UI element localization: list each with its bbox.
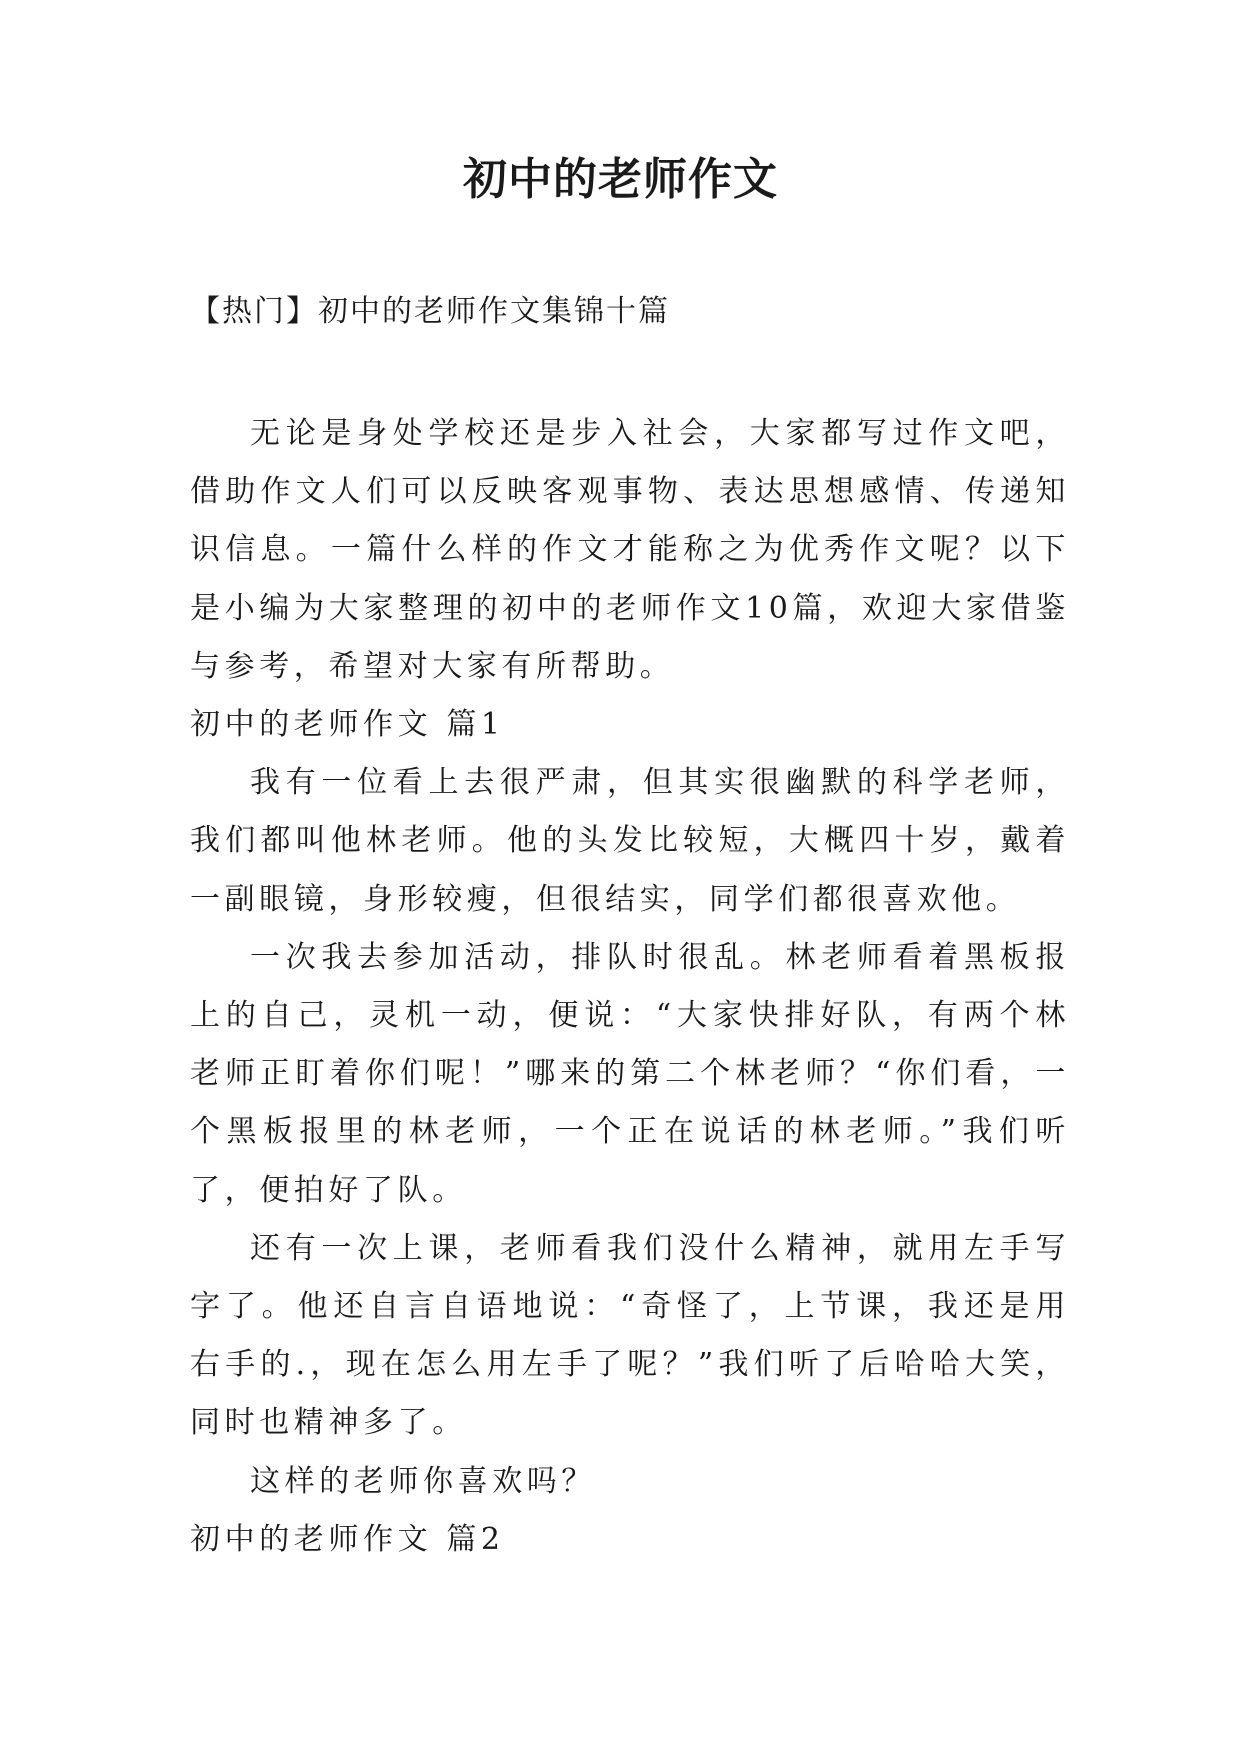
document-body	[190, 405, 1070, 1569]
document-subtitle: 【热门】初中的老师作文集锦十篇	[190, 294, 670, 329]
body-paragraph: 一次我去参加活动，排队时很乱。林老师看着黑板报上的自己，灵机一动，便说：“大家快排好队，有两个林老师正盯着你们呢！”哪来的第二个林老师？“你们看，一个黑板报里的林老师，一个正在说话的林老师。”我们听了，便拍好了队。	[190, 939, 1070, 1208]
body-paragraph: 这样的老师你喜欢吗？	[250, 1463, 596, 1499]
section-heading: 初中的老师作文 篇2	[190, 1521, 505, 1557]
document-title: 初中的老师作文	[463, 154, 778, 205]
intro-paragraph: 无论是身处学校还是步入社会，大家都写过作文吧，借助作文人们可以反映客观事物、表达思想感情、传递知识信息。一篇什么样的作文才能称之为优秀作文呢？以下是小编为大家整理的初中的老师作文10篇，欢迎大家借鉴与参考，希望对大家有所帮助。	[190, 416, 1070, 684]
body-paragraph: 我有一位看上去很严肃，但其实很幽默的科学老师，我们都叫他林老师。他的头发比较短，大概四十岁，戴着一副眼镜，身形较瘦，但很结实，同学们都很喜欢他。	[190, 765, 1070, 917]
section-heading: 初中的老师作文 篇1	[190, 707, 505, 743]
body-paragraph: 还有一次上课，老师看我们没什么精神，就用左手写字了。他还自言自语地说：“奇怪了，上节课，我还是用右手的.，现在怎么用左手了呢？”我们听了后哈哈大笑，同时也精神多了。	[190, 1230, 1070, 1441]
